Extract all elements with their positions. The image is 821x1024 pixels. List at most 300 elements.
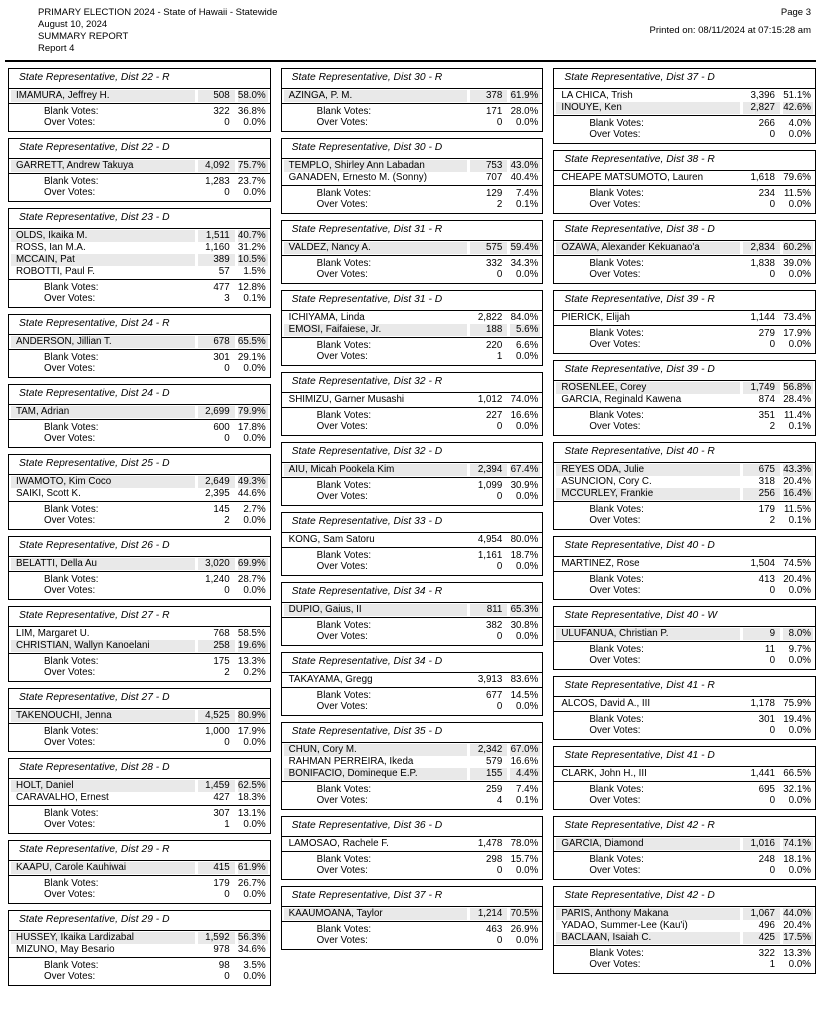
blank-votes-pct: 12.8% (237, 281, 266, 293)
over-votes-row (9, 585, 270, 596)
candidate-pct: 1.5% (243, 266, 266, 277)
contest-box (553, 536, 816, 600)
contest-box (553, 442, 816, 530)
candidate-pct: 43.3% (783, 464, 812, 475)
over-votes-pct: 0.0% (243, 514, 266, 526)
blank-votes-label: Blank Votes: (589, 643, 644, 655)
blank-votes-row (554, 258, 815, 269)
over-votes-row (554, 655, 815, 666)
blank-votes-count: 351 (758, 409, 776, 421)
candidate-name: HOLT, Daniel (11, 780, 195, 792)
contest-box (553, 290, 816, 354)
over-votes-count: 2 (769, 514, 776, 526)
candidates-section (554, 381, 815, 408)
blank-votes-row (9, 106, 270, 117)
candidate-name: KAAPU, Carole Kauhiwai (11, 862, 195, 874)
over-votes-count: 0 (769, 268, 776, 280)
candidate-row (282, 768, 543, 780)
over-votes-pct: 0.0% (788, 958, 812, 970)
blank-votes-pct: 28.0% (510, 105, 539, 117)
blank-votes-pct: 20.4% (783, 573, 812, 585)
candidate-row (282, 90, 543, 102)
over-votes-label: Over Votes: (44, 584, 96, 596)
blank-votes-count: 695 (758, 783, 776, 795)
candidate-pct: 70.5% (510, 908, 539, 919)
contest-title: State Representative, Dist 39 - D (554, 361, 815, 381)
candidate-row (9, 254, 270, 266)
contest-title: State Representative, Dist 22 - D (9, 139, 270, 159)
contest-title: State Representative, Dist 22 - R (9, 69, 270, 89)
over-votes-pct: 0.0% (516, 490, 539, 502)
candidate-name: KAAUMOANA, Taylor (284, 908, 468, 920)
blank-votes-count: 279 (758, 327, 776, 339)
candidates-section (9, 627, 270, 654)
candidate-votes: 1,441 (750, 768, 776, 779)
over-votes-label: Over Votes: (589, 128, 641, 140)
candidates-section (9, 931, 270, 958)
blank-votes-row (554, 188, 815, 199)
blank-votes-row (282, 258, 543, 269)
over-votes-label: Over Votes: (316, 700, 368, 712)
candidate-votes: 1,178 (750, 698, 776, 709)
candidate-row (9, 242, 270, 254)
over-votes-count: 2 (224, 666, 230, 678)
blank-votes-row (282, 480, 543, 491)
contest-box (281, 582, 544, 646)
candidate-row (9, 558, 270, 570)
candidate-votes: 258 (198, 640, 235, 652)
contest-box (8, 606, 271, 682)
over-votes-label: Over Votes: (589, 864, 641, 876)
candidate-row (554, 382, 815, 394)
contest-title: State Representative, Dist 35 - D (282, 723, 543, 743)
contest-box (553, 68, 816, 144)
candidate-pct: 66.5% (783, 768, 812, 779)
candidate-pct: 80.0% (510, 534, 539, 545)
totals-section (554, 502, 815, 529)
candidate-votes: 753 (470, 160, 507, 172)
contest-box (8, 314, 271, 378)
blank-votes-pct: 4.0% (788, 117, 812, 129)
candidates-section (9, 229, 270, 280)
totals-section (9, 174, 270, 201)
candidates-section (554, 837, 815, 852)
over-votes-pct: 0.0% (516, 560, 539, 572)
candidates-section (554, 171, 815, 186)
over-votes-count: 0 (496, 268, 503, 280)
over-votes-pct: 0.1% (516, 794, 539, 806)
candidate-row (282, 394, 543, 406)
over-votes-pct: 0.0% (788, 724, 812, 736)
candidate-row (554, 172, 815, 184)
over-votes-count: 4 (496, 794, 503, 806)
candidate-pct: 56.3% (237, 932, 266, 943)
over-votes-row (554, 725, 815, 736)
contest-box (553, 816, 816, 880)
over-votes-row (282, 561, 543, 572)
candidate-row (282, 172, 543, 184)
over-votes-label: Over Votes: (589, 794, 641, 806)
blank-votes-pct: 18.7% (510, 549, 539, 561)
candidate-name: PARIS, Anthony Makana (556, 908, 740, 920)
candidate-votes: 2,395 (205, 488, 230, 499)
contest-title: State Representative, Dist 42 - D (554, 887, 815, 907)
over-votes-label: Over Votes: (44, 818, 96, 830)
over-votes-pct: 0.0% (788, 198, 812, 210)
candidate-name: LAMOSAO, Rachele F. (288, 838, 389, 849)
candidate-votes: 4,954 (477, 534, 503, 545)
over-votes-count: 0 (224, 584, 230, 596)
candidate-row (9, 710, 270, 722)
candidate-pct: 31.2% (237, 242, 266, 253)
contest-box (8, 68, 271, 132)
candidate-row (554, 698, 815, 710)
candidate-name: CHRISTIAN, Wallyn Kanoelani (11, 640, 195, 652)
candidate-votes: 1,067 (743, 908, 780, 920)
candidate-name: ICHIYAMA, Linda (288, 312, 365, 323)
candidates-section (282, 743, 543, 782)
candidate-pct: 44.6% (237, 488, 266, 499)
over-votes-count: 1 (224, 818, 230, 830)
blank-votes-label: Blank Votes: (589, 783, 644, 795)
blank-votes-count: 322 (213, 105, 230, 117)
over-votes-row (282, 701, 543, 712)
over-votes-row (554, 421, 815, 432)
candidate-name: TAKAYAMA, Gregg (288, 674, 373, 685)
contest-box (281, 68, 544, 132)
candidate-row (282, 464, 543, 476)
totals-section (282, 852, 543, 879)
candidate-pct: 34.6% (237, 944, 266, 955)
candidate-votes: 2,834 (743, 242, 780, 254)
blank-votes-label: Blank Votes: (44, 421, 99, 433)
candidate-votes: 1,144 (750, 312, 776, 323)
totals-section (282, 338, 543, 365)
candidate-votes: 155 (470, 768, 507, 780)
candidate-row (554, 476, 815, 488)
candidates-section (9, 861, 270, 876)
candidate-pct: 28.4% (783, 394, 812, 405)
over-votes-pct: 0.1% (516, 198, 539, 210)
blank-votes-label: Blank Votes: (316, 549, 372, 561)
over-votes-count: 0 (769, 338, 776, 350)
over-votes-label: Over Votes: (589, 724, 641, 736)
candidate-name: IMAMURA, Jeffrey H. (11, 90, 195, 102)
blank-votes-label: Blank Votes: (316, 479, 372, 491)
blank-votes-label: Blank Votes: (316, 619, 372, 631)
over-votes-row (9, 187, 270, 198)
candidate-pct: 19.6% (237, 640, 266, 651)
totals-section (554, 256, 815, 283)
over-votes-label: Over Votes: (44, 736, 96, 748)
blank-votes-count: 600 (213, 421, 230, 433)
candidate-row (282, 756, 543, 768)
over-votes-pct: 0.0% (516, 864, 539, 876)
candidate-row (282, 312, 543, 324)
candidate-row (554, 242, 815, 254)
contest-box (281, 816, 544, 880)
contest-box (8, 910, 271, 986)
blank-votes-pct: 7.4% (516, 187, 539, 199)
candidates-section (554, 463, 815, 502)
blank-votes-row (282, 620, 543, 631)
candidate-name: MCCURLEY, Frankie (556, 488, 740, 500)
blank-votes-pct: 11.5% (783, 503, 812, 515)
candidate-votes: 675 (743, 464, 780, 476)
candidates-section (554, 697, 815, 712)
candidate-pct: 74.5% (783, 558, 812, 569)
over-votes-label: Over Votes: (44, 970, 96, 982)
totals-section (554, 946, 815, 973)
candidate-name: MCCAIN, Pat (11, 254, 195, 266)
blank-votes-count: 1,000 (205, 725, 230, 737)
blank-votes-row (9, 504, 270, 515)
blank-votes-count: 301 (213, 351, 230, 363)
candidates-section (282, 837, 543, 852)
candidate-pct: 4.4% (510, 768, 540, 780)
candidate-row (554, 464, 815, 476)
contest-box (281, 138, 544, 214)
election-date: August 10, 2024 (38, 19, 108, 30)
blank-votes-pct: 16.6% (510, 409, 539, 421)
contest-box (8, 454, 271, 530)
candidate-name: LA CHICA, Trish (561, 90, 633, 101)
blank-votes-label: Blank Votes: (44, 877, 99, 889)
contest-title: State Representative, Dist 27 - D (9, 689, 270, 709)
over-votes-label: Over Votes: (44, 362, 96, 374)
candidate-row (554, 102, 815, 114)
contest-box (8, 688, 271, 752)
candidates-section (554, 767, 815, 782)
candidate-votes: 389 (198, 254, 235, 266)
candidate-pct: 75.7% (237, 160, 266, 171)
over-votes-row (9, 293, 270, 304)
candidate-name: MARTINEZ, Rose (561, 558, 640, 569)
blank-votes-pct: 6.6% (516, 339, 539, 351)
blank-votes-label: Blank Votes: (589, 257, 644, 269)
contest-title: State Representative, Dist 25 - D (9, 455, 270, 475)
candidate-name: ALCOS, David A., III (561, 698, 651, 709)
candidate-pct: 80.9% (237, 710, 266, 721)
contest-title: State Representative, Dist 24 - R (9, 315, 270, 335)
over-votes-label: Over Votes: (589, 338, 641, 350)
candidate-votes: 1,214 (470, 908, 507, 920)
over-votes-pct: 0.0% (516, 116, 539, 128)
candidates-section (9, 159, 270, 174)
candidate-votes: 2,649 (198, 476, 235, 488)
blank-votes-pct: 11.4% (783, 409, 812, 421)
candidates-section (282, 907, 543, 922)
over-votes-row (9, 117, 270, 128)
election-title: PRIMARY ELECTION 2024 - State of Hawaii - Statewide (38, 7, 278, 18)
candidate-pct: 20.4% (783, 920, 812, 931)
over-votes-pct: 0.0% (243, 116, 266, 128)
candidates-section (554, 907, 815, 946)
candidate-pct: 73.4% (783, 312, 812, 323)
over-votes-label: Over Votes: (44, 432, 96, 444)
candidate-row (554, 908, 815, 920)
over-votes-count: 2 (224, 514, 230, 526)
over-votes-row (9, 819, 270, 830)
blank-votes-pct: 17.9% (237, 725, 266, 737)
over-votes-label: Over Votes: (316, 116, 368, 128)
blank-votes-row (554, 854, 815, 865)
over-votes-label: Over Votes: (316, 490, 368, 502)
over-votes-count: 0 (224, 736, 230, 748)
over-votes-count: 2 (769, 420, 776, 432)
over-votes-label: Over Votes: (589, 958, 641, 970)
over-votes-row (554, 129, 815, 140)
over-votes-label: Over Votes: (316, 794, 368, 806)
candidate-pct: 16.4% (783, 488, 812, 499)
over-votes-row (9, 889, 270, 900)
candidate-row (554, 90, 815, 102)
blank-votes-count: 171 (485, 105, 503, 117)
candidate-pct: 65.5% (237, 336, 266, 347)
blank-votes-row (9, 656, 270, 667)
blank-votes-pct: 26.9% (510, 923, 539, 935)
candidate-votes: 427 (213, 792, 230, 803)
over-votes-count: 0 (496, 630, 503, 642)
candidate-row (9, 476, 270, 488)
blank-votes-label: Blank Votes: (44, 959, 99, 971)
totals-section (554, 782, 815, 809)
candidate-pct: 8.0% (783, 628, 813, 640)
candidate-pct: 58.0% (237, 90, 266, 101)
candidate-votes: 707 (485, 172, 503, 183)
over-votes-pct: 0.0% (243, 584, 266, 596)
over-votes-count: 0 (224, 186, 230, 198)
blank-votes-label: Blank Votes: (589, 327, 644, 339)
contest-box (281, 886, 544, 950)
candidates-section (282, 241, 543, 256)
blank-votes-row (554, 328, 815, 339)
over-votes-pct: 0.0% (243, 432, 266, 444)
candidate-votes: 874 (758, 394, 776, 405)
blank-votes-label: Blank Votes: (316, 689, 372, 701)
contest-box (553, 150, 816, 214)
candidate-row (9, 336, 270, 348)
contest-box (8, 208, 271, 308)
blank-votes-row (554, 574, 815, 585)
over-votes-count: 2 (496, 198, 503, 210)
candidate-name: MIZUNO, May Besario (16, 944, 115, 955)
blank-votes-pct: 29.1% (237, 351, 266, 363)
candidate-pct: 56.8% (783, 382, 812, 393)
over-votes-row (282, 631, 543, 642)
blank-votes-row (9, 176, 270, 187)
over-votes-count: 3 (224, 292, 230, 304)
candidate-row (282, 908, 543, 920)
blank-votes-label: Blank Votes: (316, 187, 372, 199)
candidate-row (9, 160, 270, 172)
candidate-name: YADAO, Summer-Lee (Kau'i) (561, 920, 688, 931)
blank-votes-label: Blank Votes: (44, 105, 99, 117)
blank-votes-count: 227 (485, 409, 503, 421)
candidate-votes: 425 (743, 932, 780, 944)
candidate-votes: 1,160 (205, 242, 230, 253)
blank-votes-pct: 14.5% (510, 689, 539, 701)
contest-title: State Representative, Dist 39 - R (554, 291, 815, 311)
candidates-section (554, 89, 815, 116)
candidates-section (282, 463, 543, 478)
candidate-row (9, 230, 270, 242)
blank-votes-count: 413 (758, 573, 776, 585)
blank-votes-count: 248 (758, 853, 776, 865)
blank-votes-count: 129 (485, 187, 503, 199)
blank-votes-row (554, 644, 815, 655)
candidate-name: TAKENOUCHI, Jenna (11, 710, 195, 722)
contest-title: State Representative, Dist 29 - R (9, 841, 270, 861)
candidate-pct: 43.0% (510, 160, 539, 171)
candidate-votes: 378 (470, 90, 507, 102)
candidate-votes: 1,478 (477, 838, 503, 849)
over-votes-row (9, 363, 270, 374)
contest-box (281, 652, 544, 716)
totals-section (554, 852, 815, 879)
column-2 (281, 68, 544, 956)
blank-votes-pct: 17.9% (783, 327, 812, 339)
over-votes-pct: 0.1% (788, 420, 812, 432)
blank-votes-row (9, 422, 270, 433)
over-votes-label: Over Votes: (589, 654, 641, 666)
candidate-name: REYES ODA, Julie (556, 464, 740, 476)
over-votes-count: 0 (224, 432, 230, 444)
blank-votes-pct: 28.7% (237, 573, 266, 585)
blank-votes-row (282, 690, 543, 701)
candidate-name: AIU, Micah Pookela Kim (284, 464, 468, 476)
contest-title: State Representative, Dist 28 - D (9, 759, 270, 779)
candidate-row (9, 944, 270, 956)
report-type: SUMMARY REPORT (38, 31, 129, 42)
blank-votes-count: 234 (758, 187, 776, 199)
over-votes-label: Over Votes: (316, 934, 368, 946)
blank-votes-count: 1,240 (205, 573, 230, 585)
over-votes-label: Over Votes: (44, 888, 96, 900)
candidate-row (9, 792, 270, 804)
candidate-name: CARAVALHO, Ernest (16, 792, 109, 803)
blank-votes-row (9, 878, 270, 889)
candidate-row (282, 604, 543, 616)
over-votes-count: 1 (496, 350, 503, 362)
over-votes-pct: 0.0% (788, 584, 812, 596)
contest-box (281, 442, 544, 506)
over-votes-pct: 0.0% (516, 420, 539, 432)
blank-votes-row (9, 282, 270, 293)
over-votes-pct: 0.1% (788, 514, 812, 526)
blank-votes-label: Blank Votes: (44, 503, 99, 515)
candidates-section (554, 311, 815, 326)
candidate-votes: 3,913 (477, 674, 503, 685)
candidate-name: ROSENLEE, Corey (556, 382, 740, 394)
candidate-row (554, 768, 815, 780)
blank-votes-label: Blank Votes: (44, 725, 99, 737)
blank-votes-pct: 17.8% (237, 421, 266, 433)
candidates-section (282, 311, 543, 338)
totals-section (282, 782, 543, 809)
candidate-name: SHIMIZU, Garner Musashi (288, 394, 405, 405)
candidate-name: BONIFACIO, Domineque E.P. (284, 768, 468, 780)
contest-title: State Representative, Dist 38 - R (554, 151, 815, 171)
candidate-name: EMOSI, Faifaiese, Jr. (284, 324, 468, 336)
blank-votes-count: 175 (213, 655, 230, 667)
blank-votes-row (282, 410, 543, 421)
totals-section (554, 572, 815, 599)
contest-box (8, 138, 271, 202)
candidate-pct: 40.4% (510, 172, 539, 183)
candidate-row (554, 920, 815, 932)
candidate-pct: 18.3% (237, 792, 266, 803)
